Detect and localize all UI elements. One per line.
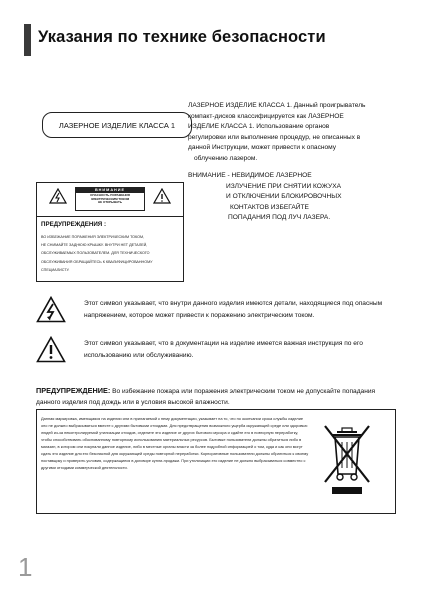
laser-desc-line: регулировки или выполнение процедур, не описанных в <box>188 133 361 141</box>
warning-label-strip <box>37 183 183 217</box>
precaution-paragraph <box>36 385 396 408</box>
laser-warn-line: ВНИМАНИЕ - НЕВИДИМОЕ ЛАЗЕРНОЕ <box>188 172 312 179</box>
attention-label <box>75 187 145 211</box>
laser-desc-line: облучению лазером. <box>194 154 258 162</box>
page-number: 1 <box>18 552 33 582</box>
symbol-voltage-text: Этот символ указывает, что внутри данного изделия имеются детали, находящиеся под опасным напряжением, которое может привести к поражению электрическим током. <box>84 300 383 319</box>
laser-warning <box>188 171 388 224</box>
warnings-heading: ПРЕДУПРЕЖДЕНИЯ : <box>41 221 107 228</box>
warnings-line: ОБСЛУЖИВАЕМЫХ ПОЛЬЗОВАТЕЛЕМ. ДЛЯ ТЕХНИЧЕСКОГО <box>41 251 150 256</box>
warnings-line: СПЕЦИАЛИСТУ. <box>41 267 70 272</box>
laser-desc-line: данной Инструкции, может привести к опасному <box>188 144 337 151</box>
laser-class-label-text: ЛАЗЕРНОЕ ИЗДЕЛИЕ КЛАССА 1 <box>58 120 176 130</box>
laser-warn-line: И ОТКЛЮЧЕНИИ БЛОКИРОВОЧНЫХ <box>226 193 342 200</box>
attention-sub-line: НЕ ОТКРЫВАТЬ <box>98 200 122 204</box>
crossed-bin-icon <box>317 420 377 500</box>
laser-class-label <box>42 112 192 138</box>
symbol-row-voltage <box>36 296 396 332</box>
warnings-line: ОБСЛУЖИВАНИЯ ОБРАЩАЙТЕСЬ К КВАЛИФИЦИРОВАННОМУ <box>41 259 153 264</box>
attention-sub-line: ЭЛЕКТРИЧЕСКИМ ТОКОМ <box>90 196 130 201</box>
laser-description <box>188 101 378 164</box>
exclamation-triangle-icon <box>153 188 171 204</box>
recycling-notice-box <box>36 409 396 514</box>
page-title: Указания по технике безопасности <box>38 28 326 46</box>
header-accent-bar <box>24 24 31 56</box>
laser-desc-line: ЛАЗЕРНОЕ ИЗДЕЛИЕ КЛАССА 1. Данный проигрыватель <box>188 102 366 109</box>
laser-warn-line: ПОПАДАНИЯ ПОД ЛУЧ ЛАЗЕРА. <box>228 214 331 221</box>
warnings-line: НЕ СНИМАЙТЕ ЗАДНЮЮ КРЫШКУ. ВНУТРИ НЕТ ДЕТАЛЕЙ, <box>41 243 148 248</box>
attention-subtext <box>76 193 144 205</box>
exclamation-triangle-icon <box>36 336 66 363</box>
symbol-row-instruction <box>36 336 396 372</box>
attention-sub-line: ОПАСНОСТЬ ПОРАЖЕНИЯ <box>90 193 130 197</box>
symbol-instruction-text: Этот символ указывает, что в документации на изделие имеется важная инструкция по его использованию или обслуживанию. <box>84 340 363 359</box>
laser-desc-line: ИЗДЕЛИЕ КЛАССА 1. Использование органов <box>188 123 330 130</box>
warnings-line: ВО ИЗБЕЖАНИЕ ПОРАЖЕНИЯ ЭЛЕКТРИЧЕСКИМ ТОКОМ, <box>41 235 145 239</box>
laser-warn-line: КОНТАКТОВ ИЗБЕГАЙТЕ <box>230 203 309 211</box>
laser-desc-line: компакт-дисков классифицируется как ЛАЗЕРНОЕ <box>188 112 344 120</box>
lightning-triangle-icon <box>36 296 66 323</box>
warnings-body <box>41 233 177 274</box>
shock-warning-box <box>36 182 184 282</box>
laser-warn-line: ИЗЛУЧЕНИЕ ПРИ СНЯТИИ КОЖУХА <box>226 182 341 190</box>
precaution-label: ПРЕДУПРЕЖДЕНИЕ: <box>36 386 111 395</box>
attention-title: ВНИМАНИЕ <box>76 188 144 193</box>
lightning-triangle-icon <box>49 188 67 204</box>
precaution-text: Во избежание пожара или поражения электрическим током не допускайте попадания данного изделия под дождь или в условия высокой влажности. <box>36 388 376 406</box>
recycling-text: Данная маркировка, имеющаяся на изделии или в прилагаемой к нему документации, указывает на то, что по окончании срока службы изделие oно не должно выбрасываться вместе с другими бытовыми отходами. Для предотвращения возможного ущерба окружающей среде или здоровью людей из-за неконтролируемой утилизации отходов, отделите это изделие от других бытового мусора и сдайте его в повторную переработку, чтобы способствовать обоснованному повторному использованию материальных ресурсов. Бытовые пользователи должны обратиться либо в магазин, в котором они покупали данное изделие, либо в местные органы власти за более подробной информацией о том, куда и как они могут сдать это изделие для его безопасной для окружающей среды повторной переработки. Корпоративные пользователи должны обратиться к своему поставщику и проверить условия, содержащиеся в договоре купли-продажи. При утилизации это изделие не должно выбрасываться совместно с другими отходами коммерческой деятельности. <box>41 416 309 470</box>
